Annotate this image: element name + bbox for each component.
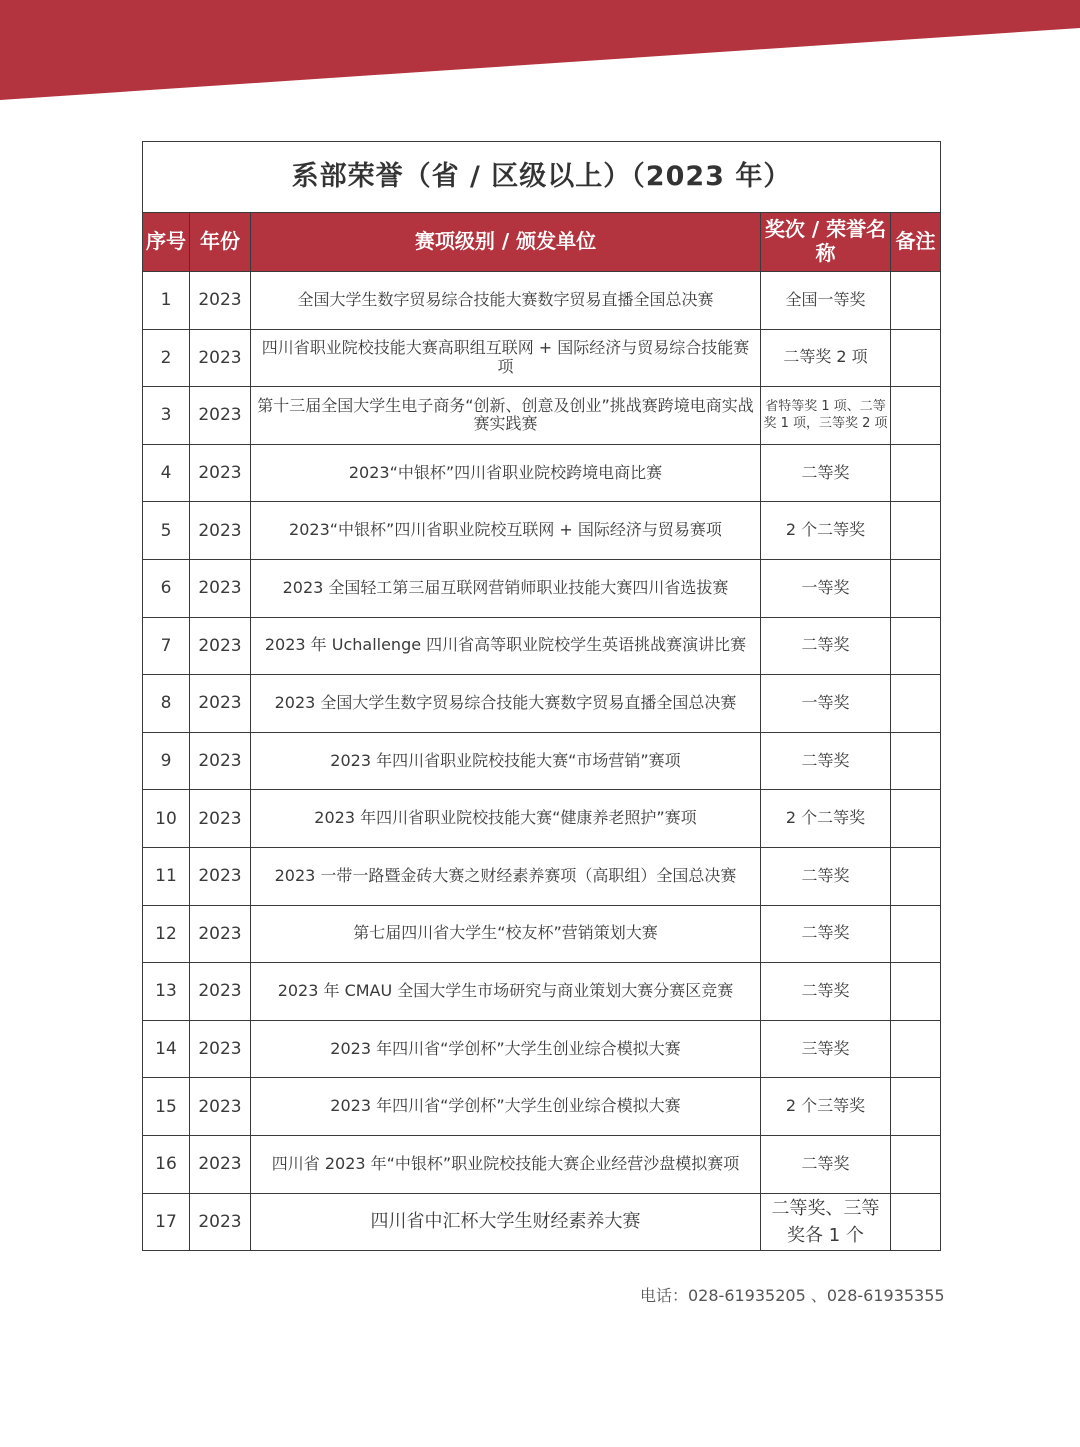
row-index: 5 (143, 502, 190, 560)
row-award: 二等奖 (761, 617, 891, 675)
row-remark (891, 963, 941, 1021)
row-event: 2023 一带一路暨金砖大赛之财经素养赛项（高职组）全国总决赛 (251, 847, 761, 905)
row-remark (891, 502, 941, 560)
row-award: 2 个二等奖 (761, 502, 891, 560)
row-event: 2023 年 CMAU 全国大学生市场研究与商业策划大赛分赛区竞赛 (251, 963, 761, 1021)
table-row (143, 559, 941, 617)
table-row (143, 905, 941, 963)
row-index: 10 (143, 790, 190, 848)
row-remark (891, 1078, 941, 1136)
row-award: 三等奖 (761, 1020, 891, 1078)
row-year: 2023 (190, 1135, 251, 1193)
row-year: 2023 (190, 905, 251, 963)
table-row (143, 675, 941, 733)
row-index: 3 (143, 387, 190, 445)
header-award: 奖次 / 荣誉名称 (761, 213, 891, 272)
row-award: 全国一等奖 (761, 272, 891, 330)
table-row (143, 847, 941, 905)
row-index: 9 (143, 732, 190, 790)
row-remark (891, 905, 941, 963)
row-event: 2023 年四川省职业院校技能大赛“市场营销”赛项 (251, 732, 761, 790)
row-remark (891, 732, 941, 790)
table-row (143, 272, 941, 330)
row-index: 12 (143, 905, 190, 963)
row-award: 二等奖 (761, 444, 891, 502)
table-row (143, 963, 941, 1021)
row-year: 2023 (190, 329, 251, 387)
row-award: 一等奖 (761, 559, 891, 617)
honors-table (142, 141, 941, 1251)
row-index: 1 (143, 272, 190, 330)
row-year: 2023 (190, 502, 251, 560)
row-event: 四川省职业院校技能大赛高职组互联网 + 国际经济与贸易综合技能赛项 (251, 329, 761, 387)
row-remark (891, 617, 941, 675)
row-year: 2023 (190, 1193, 251, 1251)
row-award: 二等奖 (761, 963, 891, 1021)
row-year: 2023 (190, 617, 251, 675)
row-index: 16 (143, 1135, 190, 1193)
table-title: 系部荣誉（省 / 区级以上）（2023 年） (143, 142, 941, 213)
row-remark (891, 329, 941, 387)
row-award: 省特等奖 1 项、二等奖 1 项，三等奖 2 项 (761, 387, 891, 445)
row-index: 6 (143, 559, 190, 617)
row-year: 2023 (190, 732, 251, 790)
row-index: 7 (143, 617, 190, 675)
table-row (143, 329, 941, 387)
row-year: 2023 (190, 387, 251, 445)
row-event: 四川省 2023 年“中银杯”职业院校技能大赛企业经营沙盘模拟赛项 (251, 1135, 761, 1193)
row-event: 2023 年四川省职业院校技能大赛“健康养老照护”赛项 (251, 790, 761, 848)
row-event: 2023“中银杯”四川省职业院校跨境电商比赛 (251, 444, 761, 502)
row-event: 四川省中汇杯大学生财经素养大赛 (251, 1193, 761, 1251)
header-event: 赛项级别 / 颁发单位 (251, 213, 761, 272)
table-row (143, 387, 941, 445)
table-row (143, 732, 941, 790)
row-event: 2023“中银杯”四川省职业院校互联网 + 国际经济与贸易赛项 (251, 502, 761, 560)
table-row (143, 1193, 941, 1251)
row-event: 2023 年四川省“学创杯”大学生创业综合模拟大赛 (251, 1078, 761, 1136)
row-remark (891, 1135, 941, 1193)
row-award: 2 个二等奖 (761, 790, 891, 848)
table-row (143, 444, 941, 502)
row-year: 2023 (190, 272, 251, 330)
row-award: 二等奖 (761, 1135, 891, 1193)
row-year: 2023 (190, 1020, 251, 1078)
row-year: 2023 (190, 790, 251, 848)
row-remark (891, 1193, 941, 1251)
header-remark: 备注 (891, 213, 941, 272)
row-index: 15 (143, 1078, 190, 1136)
row-event: 第七届四川省大学生“校友杯”营销策划大赛 (251, 905, 761, 963)
row-index: 2 (143, 329, 190, 387)
row-award: 二等奖 2 项 (761, 329, 891, 387)
row-remark (891, 790, 941, 848)
row-award: 二等奖 (761, 847, 891, 905)
row-award: 二等奖 (761, 732, 891, 790)
row-remark (891, 675, 941, 733)
row-index: 8 (143, 675, 190, 733)
row-index: 14 (143, 1020, 190, 1078)
table-row (143, 790, 941, 848)
row-index: 11 (143, 847, 190, 905)
row-event: 2023 年四川省“学创杯”大学生创业综合模拟大赛 (251, 1020, 761, 1078)
row-event: 2023 全国大学生数字贸易综合技能大赛数字贸易直播全国总决赛 (251, 675, 761, 733)
row-award: 二等奖 (761, 905, 891, 963)
row-remark (891, 272, 941, 330)
contact-phone: 电话：028-61935205 、028-61935355 (640, 1286, 945, 1305)
row-index: 17 (143, 1193, 190, 1251)
table-row (143, 1135, 941, 1193)
row-year: 2023 (190, 444, 251, 502)
row-year: 2023 (190, 559, 251, 617)
row-year: 2023 (190, 675, 251, 733)
header-row (143, 213, 941, 272)
header-year: 年份 (190, 213, 251, 272)
table-row (143, 1078, 941, 1136)
row-index: 4 (143, 444, 190, 502)
row-event: 2023 全国轻工第三届互联网营销师职业技能大赛四川省选拔赛 (251, 559, 761, 617)
row-award: 一等奖 (761, 675, 891, 733)
table-row (143, 502, 941, 560)
row-event: 全国大学生数字贸易综合技能大赛数字贸易直播全国总决赛 (251, 272, 761, 330)
table-row (143, 1020, 941, 1078)
row-event: 2023 年 Uchallenge 四川省高等职业院校学生英语挑战赛演讲比赛 (251, 617, 761, 675)
row-remark (891, 1020, 941, 1078)
row-award: 2 个三等奖 (761, 1078, 891, 1136)
row-remark (891, 559, 941, 617)
row-year: 2023 (190, 1078, 251, 1136)
row-remark (891, 387, 941, 445)
row-remark (891, 847, 941, 905)
red-banner (0, 0, 1080, 110)
row-award: 二等奖、三等奖各 1 个 (761, 1193, 891, 1251)
row-year: 2023 (190, 847, 251, 905)
row-event: 第十三届全国大学生电子商务“创新、创意及创业”挑战赛跨境电商实战赛实践赛 (251, 387, 761, 445)
header-index: 序号 (143, 213, 190, 272)
row-index: 13 (143, 963, 190, 1021)
table-row (143, 617, 941, 675)
row-year: 2023 (190, 963, 251, 1021)
row-remark (891, 444, 941, 502)
